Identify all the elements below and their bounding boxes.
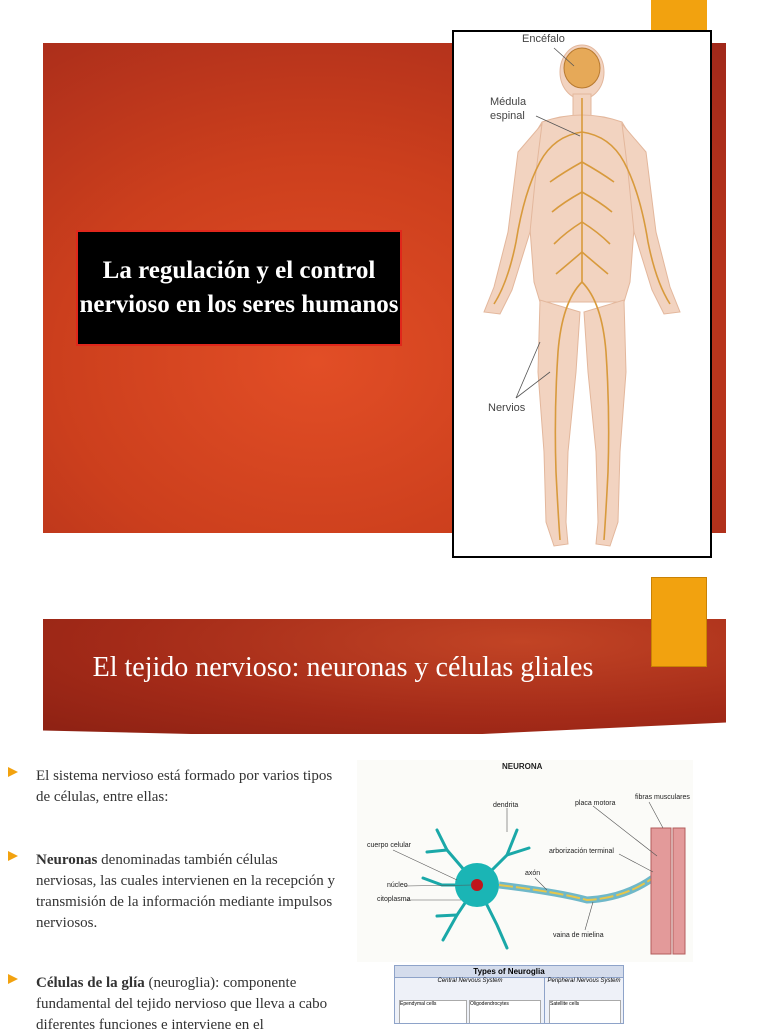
label-brain: Encéfalo bbox=[522, 33, 565, 45]
label-axon: axón bbox=[525, 870, 541, 877]
bullet-3-bold: Células de la glía bbox=[36, 975, 145, 991]
nervous-system-figure bbox=[452, 30, 712, 558]
bullet-2-bold: Neuronas bbox=[36, 852, 98, 868]
label-motor-plate: placa motora bbox=[575, 800, 616, 807]
label-cell-body: cuerpo celular bbox=[367, 842, 411, 849]
label-spinal-cord-1: Médula bbox=[490, 96, 527, 108]
glia-cell-oligodendrocytes: Oligodendrocytes bbox=[469, 1000, 541, 1024]
bullet-text-2 bbox=[36, 850, 338, 934]
label-spinal-cord-2: espinal bbox=[490, 110, 525, 122]
label-myelin-sheath: vaina de mielina bbox=[553, 932, 604, 939]
bullet-2-body: denominadas también células nerviosas, las cuales intervienen en la recepción y transmisión de la información mediante impulsos nerviosos. bbox=[36, 852, 336, 931]
glia-col-pns: Peripheral Nervous System bbox=[547, 978, 621, 984]
glia-cell-satellite: Satellite cells bbox=[549, 1000, 621, 1024]
bullet-1-body: El sistema nervioso está formado por varios tipos de células, entre ellas: bbox=[36, 768, 333, 805]
bullet-arrow-icon bbox=[8, 767, 18, 777]
neuroglia-types-table bbox=[394, 965, 624, 1024]
glia-cell-ependymal: Ependymal cells bbox=[399, 1000, 467, 1024]
neuron-title: NEURONA bbox=[502, 762, 543, 771]
bullet-text-1 bbox=[36, 766, 338, 808]
glia-table-title: Types of Neuroglia bbox=[395, 966, 623, 978]
bullet-text-3 bbox=[36, 973, 338, 1036]
label-nucleus: núcleo bbox=[387, 882, 408, 889]
label-cytoplasm: citoplasma bbox=[377, 896, 411, 903]
slide-2-accent-tab bbox=[651, 577, 707, 667]
bullet-3-body: (neuroglia): componente fundamental del tejido nervioso que lleva a cabo diferentes funciones e interviene en el bbox=[36, 975, 328, 1033]
label-dendrite: dendrita bbox=[493, 802, 519, 809]
neuron-diagram bbox=[357, 760, 693, 962]
bullet-arrow-icon bbox=[8, 851, 18, 861]
slide-2-title: El tejido nervioso: neuronas y células gliales bbox=[92, 652, 594, 683]
label-nerves: Nervios bbox=[488, 402, 526, 414]
label-terminal-arborization: arborización terminal bbox=[549, 848, 614, 855]
slide-1-title-text: La regulación y el control nervioso en los seres humanos bbox=[79, 257, 399, 318]
neuron-illustration bbox=[357, 760, 693, 962]
label-muscle-fibers: fibras musculares bbox=[635, 794, 690, 801]
glia-col-cns: Central Nervous System bbox=[437, 978, 503, 984]
bullet-arrow-icon bbox=[8, 974, 18, 984]
slide-1-title bbox=[76, 230, 402, 346]
